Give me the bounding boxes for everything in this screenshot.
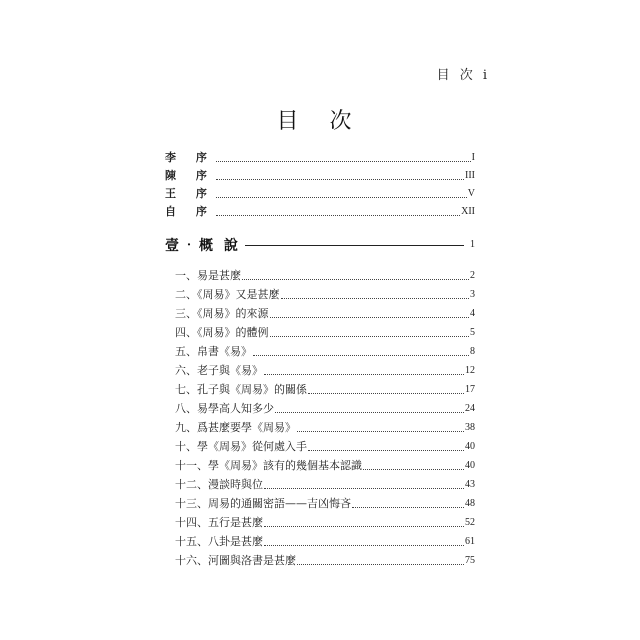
- dotted-leader: [242, 279, 469, 280]
- toc-chapter-entry[interactable]: [165, 459, 475, 473]
- toc-chapter-entry[interactable]: [165, 345, 475, 359]
- toc-chapter-entry[interactable]: [165, 535, 475, 549]
- entry-page-number: 38: [465, 422, 475, 433]
- dotted-leader: [216, 215, 460, 216]
- toc-chapter-entry[interactable]: [165, 383, 475, 397]
- entry-page-number: 61: [465, 536, 475, 547]
- entry-label: 陳 序: [165, 169, 215, 182]
- dotted-leader: [275, 412, 464, 413]
- entry-page-number: 48: [465, 498, 475, 509]
- section-page-number: 1: [470, 239, 475, 250]
- entry-label: 十三、周易的通關密語——吉凶悔吝: [175, 497, 351, 510]
- toc-chapter-entry[interactable]: [165, 497, 475, 511]
- entry-label: 十二、漫談時與位: [175, 478, 263, 491]
- page-title: 目 次: [276, 109, 364, 134]
- entry-label: 三、《周易》的來源: [175, 307, 269, 320]
- dotted-leader: [264, 488, 464, 489]
- entry-page-number: 52: [465, 517, 475, 528]
- dotted-leader: [216, 197, 467, 198]
- toc-chapter-entry[interactable]: [165, 421, 475, 435]
- dotted-leader: [308, 393, 464, 394]
- entry-label: 八、易學高人知多少: [175, 402, 274, 415]
- toc-chapter-entry[interactable]: [165, 554, 475, 568]
- dotted-leader: [264, 526, 464, 527]
- entry-page-number: I: [471, 152, 475, 163]
- entry-page-number: 5: [470, 327, 475, 338]
- toc-preface-entry[interactable]: [165, 151, 475, 165]
- entry-page-number: 75: [465, 555, 475, 566]
- entry-label: 十五、八卦是甚麼: [175, 535, 263, 548]
- entry-page-number: 17: [465, 384, 475, 395]
- toc-section-heading[interactable]: [165, 236, 475, 254]
- entry-page-number: 2: [470, 270, 475, 281]
- dotted-leader: [253, 355, 469, 356]
- toc-preface-entry[interactable]: [165, 187, 475, 201]
- entry-label: 六、老子與《易》: [175, 364, 263, 377]
- entry-page-number: 4: [470, 308, 475, 319]
- entry-page-number: 3: [470, 289, 475, 300]
- entry-page-number: V: [467, 188, 475, 199]
- entry-label: 十六、河圖與洛書是甚麼: [175, 554, 296, 567]
- entry-page-number: III: [465, 170, 475, 181]
- dotted-leader: [297, 564, 464, 565]
- dotted-leader: [297, 431, 464, 432]
- entry-label: 十四、五行是甚麼: [175, 516, 263, 529]
- dotted-leader: [264, 545, 464, 546]
- toc-chapter-entry[interactable]: [165, 307, 475, 321]
- dotted-leader: [281, 298, 470, 299]
- entry-label: 十、學《周易》從何處入手: [175, 440, 307, 453]
- entry-label: 一、易是甚麼: [175, 269, 241, 282]
- toc-chapter-entry[interactable]: [165, 516, 475, 530]
- entry-label: 二、《周易》又是甚麼: [175, 288, 280, 301]
- entry-label: 九、爲甚麼要學《周易》: [175, 421, 296, 434]
- dotted-leader: [308, 450, 464, 451]
- entry-page-number: 12: [465, 365, 475, 376]
- toc-preface-entry[interactable]: [165, 169, 475, 183]
- toc-chapter-entry[interactable]: [165, 288, 475, 302]
- dotted-leader: [270, 317, 470, 318]
- dotted-leader: [270, 336, 470, 337]
- entry-page-number: 24: [465, 403, 475, 414]
- dotted-leader: [216, 179, 464, 180]
- toc-chapter-entry[interactable]: [165, 402, 475, 416]
- entry-page-number: 43: [465, 479, 475, 490]
- entry-label: 自 序: [165, 205, 215, 218]
- entry-label: 王 序: [165, 187, 215, 200]
- dotted-leader: [264, 374, 464, 375]
- toc-chapter-entry[interactable]: [165, 440, 475, 454]
- dotted-leader: [216, 161, 471, 162]
- entry-label: 十一、學《周易》該有的幾個基本認識: [175, 459, 362, 472]
- toc-preface-entry[interactable]: [165, 205, 475, 219]
- section-label: 壹‧概 說: [165, 238, 241, 254]
- section-rule: [245, 245, 464, 246]
- entry-page-number: 40: [465, 441, 475, 452]
- entry-page-number: 40: [465, 460, 475, 471]
- dotted-leader: [363, 469, 464, 470]
- toc-chapter-entry[interactable]: [165, 269, 475, 283]
- toc-chapter-entry[interactable]: [165, 364, 475, 378]
- entry-label: 李 序: [165, 151, 215, 164]
- entry-page-number: XII: [461, 206, 475, 217]
- toc-chapter-entry[interactable]: [165, 478, 475, 492]
- toc-chapter-entry[interactable]: [165, 326, 475, 340]
- entry-label: 五、帛書《易》: [175, 345, 252, 358]
- entry-label: 七、孔子與《周易》的關係: [175, 383, 307, 396]
- entry-label: 四、《周易》的體例: [175, 326, 269, 339]
- running-head: 目 次 i: [436, 68, 490, 83]
- dotted-leader: [352, 507, 464, 508]
- entry-page-number: 8: [470, 346, 475, 357]
